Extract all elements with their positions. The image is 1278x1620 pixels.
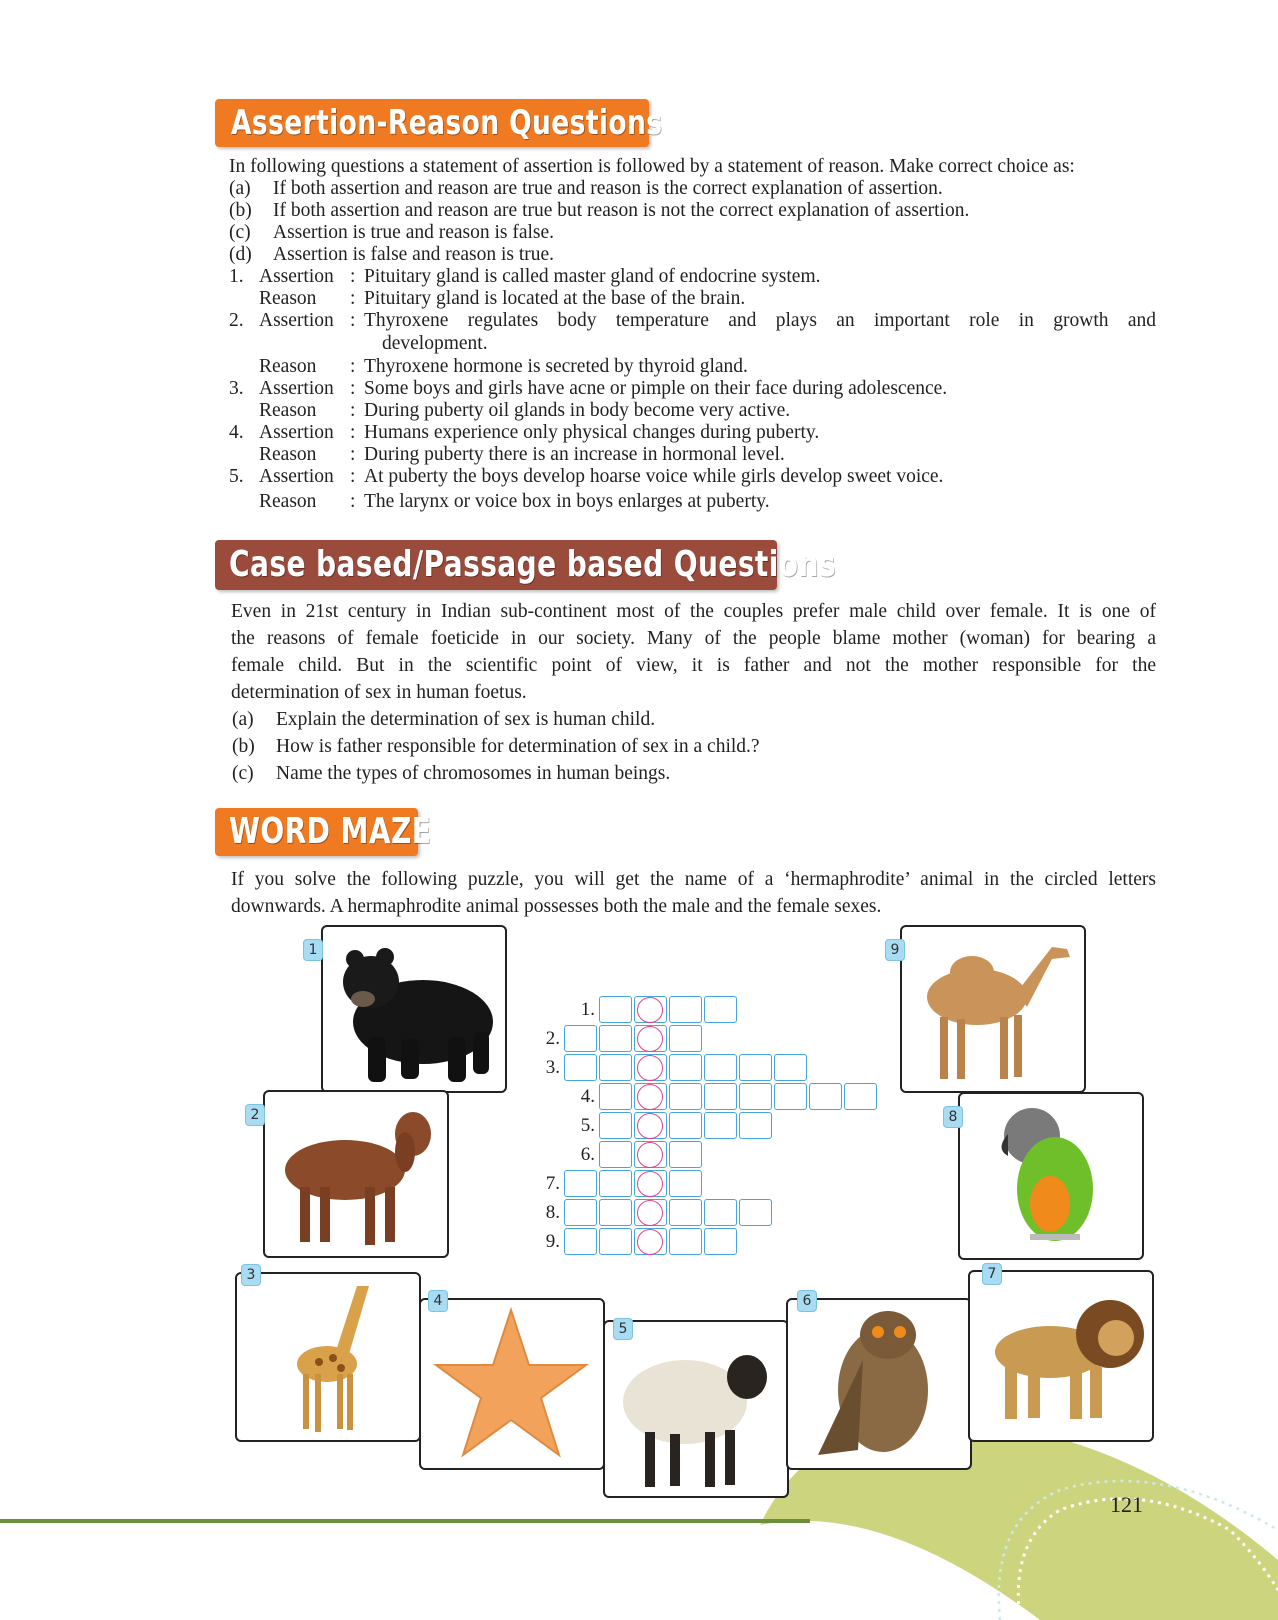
sheep-image	[605, 1322, 787, 1496]
grid-cell[interactable]	[599, 1025, 632, 1052]
reason-text: Pituitary gland is located at the base of the brain.	[364, 288, 746, 309]
reason-text: During puberty oil glands in body become very active.	[364, 400, 791, 421]
animal-number-badge: 5	[613, 1318, 633, 1340]
circled-letter-cell[interactable]	[637, 997, 663, 1023]
grid-cell[interactable]	[564, 1199, 597, 1226]
animal-card-giraffe	[235, 1272, 421, 1442]
colon: :	[350, 400, 356, 421]
lion-image	[970, 1272, 1152, 1440]
grid-cell[interactable]	[564, 1228, 597, 1255]
word-maze-intro: downwards. A hermaphrodite animal possesses both the male and the female sexes.	[231, 896, 882, 917]
assertion-label: Assertion	[259, 378, 334, 399]
colon: :	[350, 266, 356, 287]
grid-cell[interactable]	[564, 1054, 597, 1081]
giraffe-image	[237, 1274, 419, 1440]
colon: :	[350, 491, 356, 512]
grid-cell[interactable]	[809, 1083, 842, 1110]
grid-cell[interactable]	[669, 996, 702, 1023]
starfish-image	[421, 1300, 603, 1468]
grid-cell[interactable]	[704, 1228, 737, 1255]
reason-label: Reason	[259, 356, 317, 377]
grid-row-number: 3.	[545, 1057, 560, 1078]
grid-cell[interactable]	[704, 1054, 737, 1081]
animal-number-badge: 4	[428, 1290, 448, 1312]
colon: :	[350, 378, 356, 399]
circled-letter-cell[interactable]	[637, 1142, 663, 1168]
grid-cell[interactable]	[669, 1054, 702, 1081]
grid-cell[interactable]	[774, 1054, 807, 1081]
option-text-d: Assertion is false and reason is true.	[273, 244, 555, 265]
grid-row-number: 7.	[545, 1173, 560, 1194]
circled-letter-cell[interactable]	[637, 1055, 663, 1081]
grid-cell[interactable]	[669, 1141, 702, 1168]
grid-row-number: 1.	[580, 999, 595, 1020]
case-question-text-a: Explain the determination of sex is human child.	[276, 709, 656, 730]
grid-cell[interactable]	[704, 1083, 737, 1110]
grid-cell[interactable]	[739, 1083, 772, 1110]
grid-row-number: 2.	[545, 1028, 560, 1049]
owl-image	[788, 1300, 970, 1468]
reason-label: Reason	[259, 288, 317, 309]
grid-cell[interactable]	[599, 996, 632, 1023]
option-text-c: Assertion is true and reason is false.	[273, 222, 555, 243]
colon: :	[350, 310, 356, 331]
case-question-text-b: How is father responsible for determination of sex in a child.?	[276, 736, 760, 757]
grid-cell[interactable]	[739, 1199, 772, 1226]
animal-card-camel	[900, 925, 1086, 1093]
passage-line: the reasons of female foeticide in our society. Many of the people blame mother (woman) for bearing a	[231, 628, 1156, 649]
grid-cell[interactable]	[599, 1199, 632, 1226]
assertion-label: Assertion	[259, 266, 334, 287]
animal-number-badge: 6	[797, 1290, 817, 1312]
colon: :	[350, 356, 356, 377]
assertion-text: Some boys and girls have acne or pimple on their face during adolescence.	[364, 378, 948, 399]
circled-letter-cell[interactable]	[637, 1113, 663, 1139]
circled-letter-cell[interactable]	[637, 1171, 663, 1197]
assertion-label: Assertion	[259, 466, 334, 487]
animal-number-badge: 8	[943, 1106, 963, 1128]
animal-number-badge: 2	[245, 1104, 265, 1126]
goat-image	[265, 1092, 447, 1256]
grid-cell[interactable]	[669, 1228, 702, 1255]
animal-card-goat	[263, 1090, 449, 1258]
assertion-label: Assertion	[259, 422, 334, 443]
reason-text: During puberty there is an increase in hormonal level.	[364, 444, 785, 465]
question-number: 3.	[229, 378, 244, 399]
reason-label: Reason	[259, 491, 317, 512]
grid-row-number: 5.	[580, 1115, 595, 1136]
question-number: 4.	[229, 422, 244, 443]
animal-card-owl	[786, 1298, 972, 1470]
case-question-text-c: Name the types of chromosomes in human beings.	[276, 763, 671, 784]
grid-cell[interactable]	[599, 1054, 632, 1081]
animal-number-badge: 9	[885, 939, 905, 961]
assertion-text: Humans experience only physical changes during puberty.	[364, 422, 820, 443]
reason-text: Thyroxene hormone is secreted by thyroid gland.	[364, 356, 748, 377]
grid-cell[interactable]	[704, 1112, 737, 1139]
grid-cell[interactable]	[669, 1025, 702, 1052]
animal-card-parrot	[958, 1092, 1144, 1260]
grid-cell[interactable]	[599, 1112, 632, 1139]
question-number: 5.	[229, 466, 244, 487]
grid-cell[interactable]	[739, 1112, 772, 1139]
parrot-image	[960, 1094, 1142, 1258]
grid-row-number: 4.	[580, 1086, 595, 1107]
grid-cell[interactable]	[774, 1083, 807, 1110]
grid-cell[interactable]	[704, 1199, 737, 1226]
option-text-a: If both assertion and reason are true and reason is the correct explanation of assertion.	[273, 178, 943, 199]
option-text-b: If both assertion and reason are true but reason is not the correct explanation of assertion.	[273, 200, 970, 221]
passage-line: Even in 21st century in Indian sub-continent most of the couples prefer male child over female. It is one of	[231, 601, 1156, 622]
option-letter-c: (c)	[229, 222, 251, 243]
grid-cell[interactable]	[669, 1199, 702, 1226]
case-question-letter-a: (a)	[232, 709, 254, 730]
word-maze-heading: WORD MAZE	[215, 808, 418, 856]
assertion-intro: In following questions a statement of assertion is followed by a statement of reason. Make correct choice as:	[229, 156, 1075, 177]
circled-letter-cell[interactable]	[637, 1084, 663, 1110]
word-maze-intro: If you solve the following puzzle, you will get the name of a ‘hermaphrodite’ animal in the circled letters	[231, 869, 1156, 890]
grid-cell[interactable]	[704, 996, 737, 1023]
assertion-text: Pituitary gland is called master gland of endocrine system.	[364, 266, 821, 287]
passage-line: determination of sex in human foetus.	[231, 682, 527, 703]
colon: :	[350, 422, 356, 443]
passage-line: female child. But in the scientific point of view, it is father and not the mother responsible for the	[231, 655, 1156, 676]
animal-number-badge: 1	[303, 939, 323, 961]
animal-card-starfish	[419, 1298, 605, 1470]
colon: :	[350, 466, 356, 487]
question-number: 2.	[229, 310, 244, 331]
animal-card-lion	[968, 1270, 1154, 1442]
option-letter-a: (a)	[229, 178, 251, 199]
colon: :	[350, 288, 356, 309]
assertion-label: Assertion	[259, 310, 334, 331]
option-letter-b: (b)	[229, 200, 252, 221]
reason-text: The larynx or voice box in boys enlarges at puberty.	[364, 491, 770, 512]
reason-label: Reason	[259, 444, 317, 465]
animal-card-sheep	[603, 1320, 789, 1498]
grid-cell[interactable]	[599, 1141, 632, 1168]
case-question-letter-c: (c)	[232, 763, 254, 784]
grid-cell[interactable]	[669, 1112, 702, 1139]
assertion-text-continued: development.	[382, 333, 488, 354]
camel-image	[902, 927, 1084, 1091]
case-question-letter-b: (b)	[232, 736, 255, 757]
assertion-text: Thyroxene regulates body temperature and plays an important role in growth and	[364, 310, 1156, 331]
grid-row-number: 8.	[545, 1202, 560, 1223]
case-based-heading: Case based/Passage based Questions	[215, 540, 777, 590]
assertion-text: At puberty the boys develop hoarse voice while girls develop sweet voice.	[364, 466, 944, 487]
grid-row-number: 6.	[580, 1144, 595, 1165]
grid-cell[interactable]	[564, 1025, 597, 1052]
grid-cell[interactable]	[599, 1083, 632, 1110]
animal-number-badge: 3	[241, 1264, 261, 1286]
grid-cell[interactable]	[564, 1170, 597, 1197]
animal-card-bear	[321, 925, 507, 1093]
grid-cell[interactable]	[739, 1054, 772, 1081]
grid-cell[interactable]	[599, 1228, 632, 1255]
grid-cell[interactable]	[599, 1170, 632, 1197]
grid-cell[interactable]	[844, 1083, 877, 1110]
reason-label: Reason	[259, 400, 317, 421]
circled-letter-cell[interactable]	[637, 1200, 663, 1226]
circled-letter-cell[interactable]	[637, 1026, 663, 1052]
bear-image	[323, 927, 505, 1091]
animal-number-badge: 7	[982, 1263, 1002, 1285]
colon: :	[350, 444, 356, 465]
question-number: 1.	[229, 266, 244, 287]
grid-cell[interactable]	[669, 1170, 702, 1197]
page-number: 121	[1110, 1492, 1143, 1517]
circled-letter-cell[interactable]	[637, 1229, 663, 1255]
assertion-reason-heading: Assertion-Reason Questions	[215, 99, 649, 147]
grid-row-number: 9.	[545, 1231, 560, 1252]
option-letter-d: (d)	[229, 244, 252, 265]
grid-cell[interactable]	[669, 1083, 702, 1110]
